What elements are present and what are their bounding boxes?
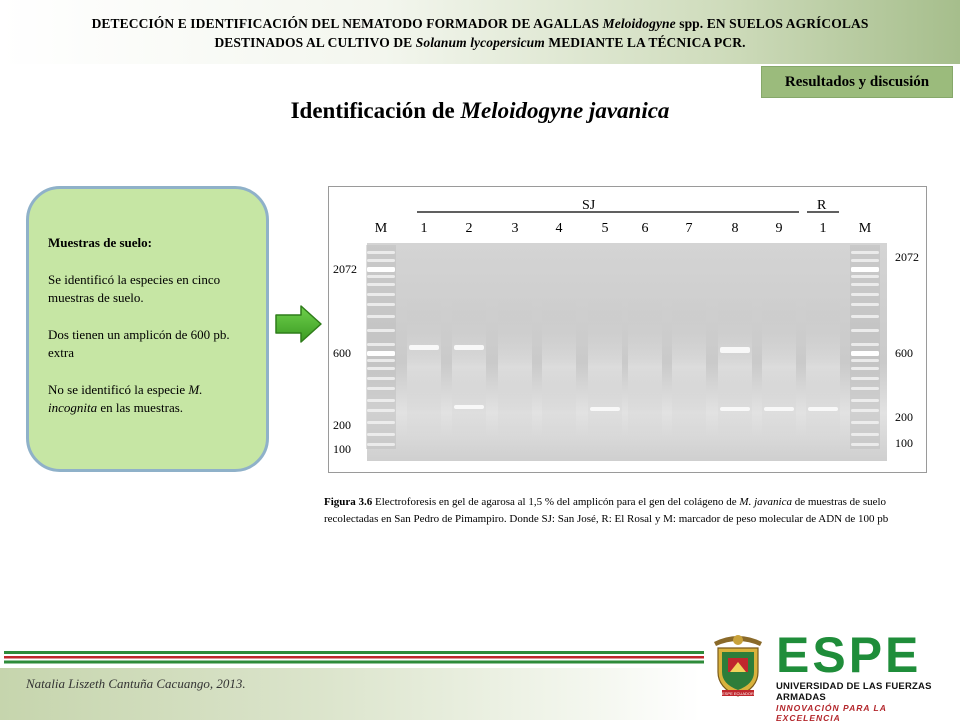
ladder-lane: [366, 245, 396, 449]
logo-university-name: UNIVERSIDAD DE LAS FUERZAS ARMADAS: [776, 681, 932, 703]
header-line1-text-end: spp. EN SUELOS AGRÍCOLAS: [675, 16, 869, 31]
sample-band: [409, 345, 439, 350]
ladder-band: [367, 399, 395, 402]
ladder-band: [367, 409, 395, 412]
figure-caption-label: Figura 3.6: [324, 496, 373, 508]
ladder-band: [367, 259, 395, 262]
ladder-band: [367, 283, 395, 286]
ladder-band: [851, 409, 879, 412]
ladder-band: [851, 329, 879, 332]
size-label-right: 100: [895, 436, 913, 450]
lane-label: M: [858, 221, 872, 236]
ladder-band: [367, 443, 395, 446]
ladder-band: [851, 443, 879, 446]
lane-label: 1: [819, 221, 827, 236]
arrow-right-icon: [274, 304, 324, 344]
size-label-left: 2072: [333, 262, 357, 276]
ladder-band: [851, 359, 879, 362]
size-label-right: 600: [895, 346, 913, 360]
size-label-left: 100: [333, 442, 351, 456]
lane-smear: [407, 297, 441, 437]
gel-figure: [328, 186, 927, 473]
sample-band: [720, 347, 750, 353]
ladder-band: [851, 267, 879, 272]
figure-caption-italic: M. javanica: [739, 496, 792, 508]
ladder-band: [367, 329, 395, 332]
figure-caption-text-end: de muestras de suelo recolectadas en San Pedro de Pimampiro. Donde SJ: San José, R: El Rosal y M: marcador de peso molecular de ADN de 100 pb: [324, 496, 889, 525]
info-box-p3-italic: M. incognita: [48, 381, 203, 415]
header-line2-text-end: MEDIANTE LA TÉCNICA PCR.: [544, 35, 746, 50]
lane-smear: [718, 297, 752, 437]
size-label-left: 600: [333, 346, 351, 360]
info-box-paragraph-1: Se identificó la especies en cinco muestras de suelo.: [48, 271, 221, 305]
lane-label: 5: [601, 221, 609, 236]
ladder-band: [367, 303, 395, 306]
header-line1-text: DETECCIÓN E IDENTIFICACIÓN DEL NEMATODO FORMADOR DE AGALLAS: [91, 16, 603, 31]
sample-band: [764, 407, 794, 411]
ladder-band: [367, 387, 395, 390]
group-label-sj: SJ: [582, 198, 596, 213]
info-box-p3-text: No se identificó la especie: [48, 381, 189, 397]
logo-wordmark: ESPE: [776, 627, 922, 683]
size-label-left: 200: [333, 418, 351, 432]
ladder-band: [367, 251, 395, 254]
sample-band: [590, 407, 620, 411]
figure-caption-text: Electroforesis en gel de agarosa al 1,5 % del amplicón para el gen del colágeno de: [372, 496, 740, 508]
ladder-band: [851, 399, 879, 402]
ladder-band: [851, 343, 879, 346]
header-title-line2: [40, 33, 920, 52]
lane-smear: [806, 297, 840, 437]
ladder-band: [367, 367, 395, 370]
info-box-paragraph-2: Dos tienen un amplicón de 600 pb. extra: [48, 326, 230, 360]
ladder-lane: [850, 245, 880, 449]
ladder-band: [367, 377, 395, 380]
footer-stripes: [4, 650, 704, 666]
header-line1-italic: Meloidogyne: [602, 16, 676, 31]
seal-label: ESPE ECUADOR: [722, 691, 754, 696]
ladder-band: [851, 377, 879, 380]
sample-band: [808, 407, 838, 411]
group-label-r: R: [817, 198, 827, 213]
ladder-band: [367, 343, 395, 346]
lane-label: M: [374, 221, 388, 236]
lane-smear: [672, 297, 706, 437]
gel-electrophoresis-image: [329, 187, 926, 472]
ladder-band: [851, 251, 879, 254]
ladder-band: [851, 421, 879, 424]
lane-label: 1: [420, 221, 428, 236]
ladder-band: [851, 283, 879, 286]
header-line2-italic: Solanum lycopersicum: [415, 35, 545, 50]
header-title: [40, 14, 920, 52]
ladder-band: [851, 433, 879, 436]
section-badge: Resultados y discusión: [761, 66, 953, 98]
lane-label: 7: [685, 221, 693, 236]
header-title-line1: [40, 14, 920, 33]
ladder-band: [851, 293, 879, 296]
ladder-band: [851, 275, 879, 278]
lane-label: 4: [555, 221, 563, 236]
sample-band: [720, 407, 750, 411]
lane-label: 3: [511, 221, 519, 236]
ladder-band: [851, 367, 879, 370]
ladder-band: [367, 433, 395, 436]
logo-motto: INNOVACIÓN PARA LA EXCELENCIA: [776, 703, 887, 723]
lane-smear: [762, 297, 796, 437]
lane-label: 2: [465, 221, 473, 236]
size-label-right: 2072: [895, 250, 919, 264]
sample-band: [454, 345, 484, 350]
ladder-band: [851, 351, 879, 356]
figure-caption: [324, 494, 924, 528]
ladder-band: [367, 315, 395, 318]
university-logo: [776, 627, 942, 723]
lane-smear: [498, 297, 532, 437]
info-box-text: [48, 234, 233, 436]
slide-title-prefix: Identificación de: [290, 98, 461, 123]
info-box-paragraph-3: [48, 381, 233, 418]
size-label-right: 200: [895, 410, 913, 424]
ladder-band: [367, 351, 395, 356]
lane-label: 8: [731, 221, 739, 236]
university-seal-icon: [708, 628, 768, 700]
slide-title-species: Meloidogyne javanica: [460, 98, 670, 123]
lane-smear: [542, 297, 576, 437]
ladder-band: [851, 303, 879, 306]
ladder-band: [367, 293, 395, 296]
info-box-heading: Muestras de suelo:: [48, 235, 152, 250]
lane-label: 6: [641, 221, 649, 236]
lane-smear: [628, 297, 662, 437]
ladder-band: [851, 315, 879, 318]
author-credit: Natalia Liszeth Cantuña Cacuango, 2013.: [26, 676, 246, 691]
lane-smear: [452, 297, 486, 437]
ladder-band: [367, 267, 395, 272]
ladder-band: [367, 421, 395, 424]
ladder-band: [851, 387, 879, 390]
ladder-band: [367, 275, 395, 278]
ladder-band: [367, 359, 395, 362]
info-box-p3-text-end: en las muestras.: [97, 400, 184, 415]
sample-band: [454, 405, 484, 409]
ladder-band: [851, 259, 879, 262]
lane-smear: [588, 297, 622, 437]
slide-title: [0, 96, 960, 126]
lane-label: 9: [775, 221, 783, 236]
header-line2-text: DESTINADOS AL CULTIVO DE: [214, 35, 416, 50]
